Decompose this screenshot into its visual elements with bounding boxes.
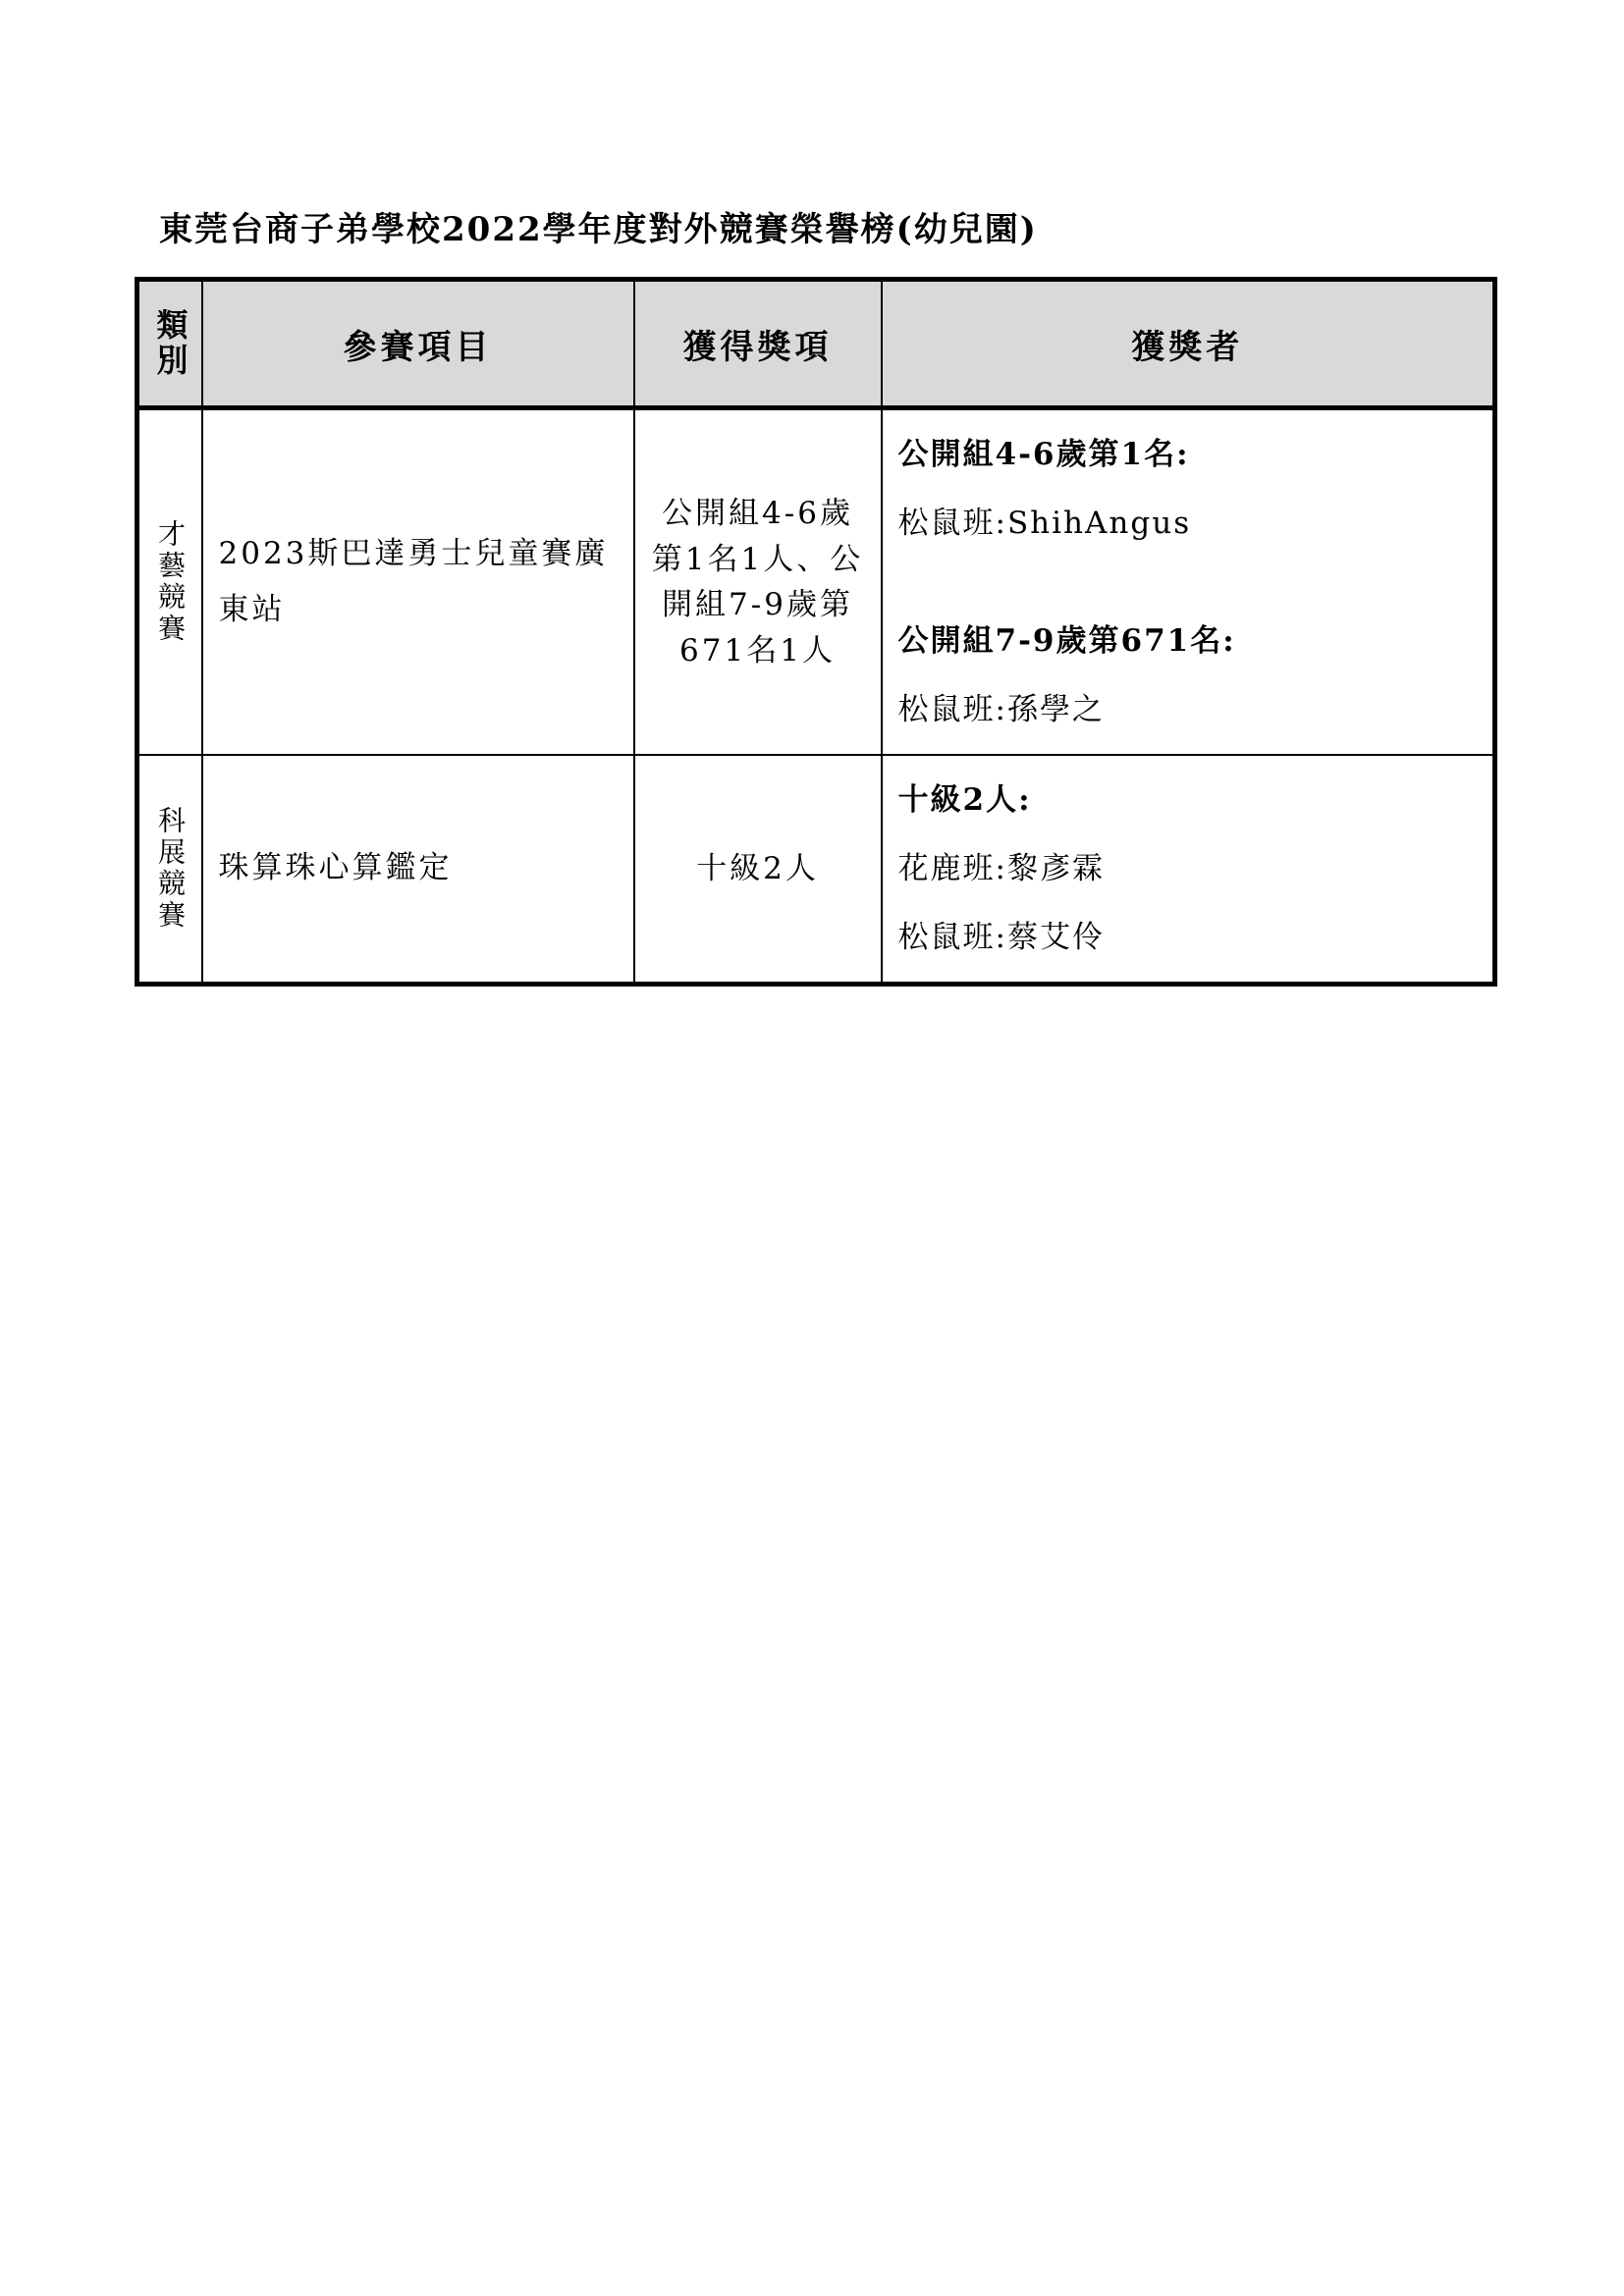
table-header-row [137,280,1495,408]
category-cell: 科展競賽 [137,755,202,985]
category-cell: 才藝競賽 [137,408,202,756]
table-row [137,408,1495,756]
page-title: 東莞台商子弟學校2022學年度對外競賽榮譽榜(幼兒園) [159,210,1038,249]
table-row [137,755,1495,985]
honor-table [135,277,1497,987]
winner-name: 花鹿班:黎彥霖 [897,851,1105,886]
header-category: 類別 [137,280,202,408]
award-cell: 十級2人 [634,755,882,985]
winner-name: 松鼠班:ShihAngus [897,506,1192,541]
winner-group-heading: 公開組4-6歲第1名: [897,437,1190,472]
header-award: 獲得獎項 [634,280,882,408]
winner-name: 松鼠班:蔡艾伶 [897,920,1105,955]
header-event: 參賽項目 [202,280,634,408]
winners-cell [882,755,1495,985]
winner-name: 松鼠班:孫學之 [897,692,1105,727]
header-winners: 獲獎者 [882,280,1495,408]
award-cell: 公開組4-6歲第1名1人、公開組7-9歲第671名1人 [634,408,882,756]
winner-group-heading: 公開組7-9歲第671名: [897,623,1236,659]
winner-group-heading: 十級2人: [897,782,1032,818]
event-cell: 珠算珠心算鑑定 [202,755,634,985]
winners-cell [882,408,1495,756]
event-cell: 2023斯巴達勇士兒童賽廣東站 [202,408,634,756]
